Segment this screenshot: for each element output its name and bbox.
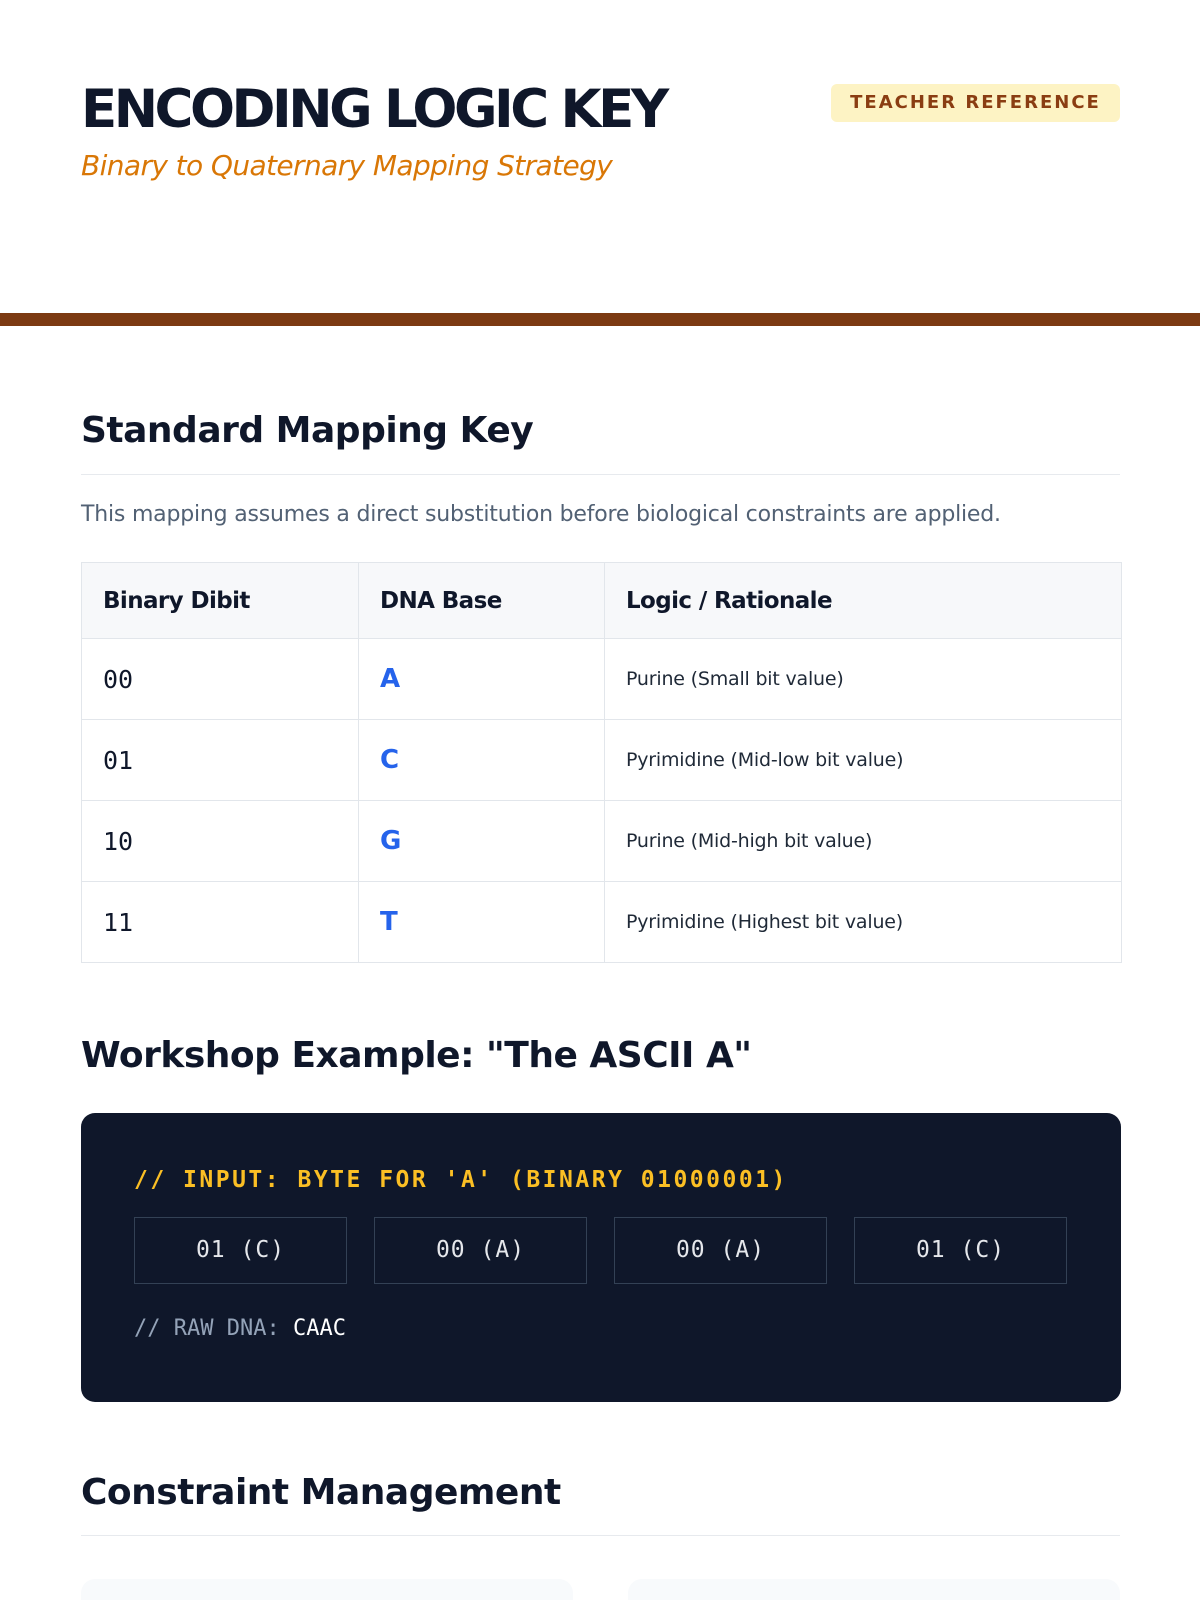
dibit-cell: 11 [82, 882, 359, 963]
logic-cell: Pyrimidine (Highest bit value) [605, 882, 1122, 963]
mapping-intro: This mapping assumes a direct substitution before biological constraints are applied. [81, 502, 1001, 527]
example-code-block [81, 1113, 1121, 1402]
dibit-cell: 10 [82, 801, 359, 882]
table-row [82, 801, 1122, 882]
base-cell: G [359, 801, 605, 882]
raw-dna-value: CAAC [292, 1316, 346, 1341]
dibit-cell: 00 [82, 639, 359, 720]
base-cell: T [359, 882, 605, 963]
constraint-card [81, 1579, 573, 1600]
constraints-section-rule [81, 1535, 1120, 1536]
table-row [82, 720, 1122, 801]
dibit-cell: 01 [82, 720, 359, 801]
dibit-box: 01 (C) [854, 1217, 1067, 1284]
teacher-reference-badge: TEACHER REFERENCE [831, 84, 1120, 122]
logic-cell: Purine (Mid-high bit value) [605, 801, 1122, 882]
column-header-dna-base: DNA Base [359, 563, 605, 639]
mapping-table [81, 562, 1122, 963]
table-row [82, 882, 1122, 963]
constraint-card [628, 1579, 1120, 1600]
example-section-title: Workshop Example: "The ASCII A" [81, 1035, 752, 1076]
raw-dna-line [134, 1316, 346, 1341]
dibit-box: 00 (A) [374, 1217, 587, 1284]
page-subtitle: Binary to Quaternary Mapping Strategy [81, 148, 613, 182]
column-header-logic: Logic / Rationale [605, 563, 1122, 639]
table-row [82, 639, 1122, 720]
constraints-section-title: Constraint Management [81, 1472, 561, 1513]
raw-dna-label: // RAW DNA: [134, 1316, 280, 1341]
logic-cell: Purine (Small bit value) [605, 639, 1122, 720]
mapping-section-title: Standard Mapping Key [81, 410, 534, 451]
mapping-section-rule [81, 474, 1120, 475]
dibit-box: 01 (C) [134, 1217, 347, 1284]
dibit-box: 00 (A) [614, 1217, 827, 1284]
base-cell: A [359, 639, 605, 720]
header-divider [0, 313, 1200, 326]
base-cell: C [359, 720, 605, 801]
logic-cell: Pyrimidine (Mid-low bit value) [605, 720, 1122, 801]
input-comment: // INPUT: BYTE FOR 'A' (BINARY 01000001) [134, 1167, 788, 1193]
column-header-binary-dibit: Binary Dibit [82, 563, 359, 639]
page-title: ENCODING LOGIC KEY [81, 79, 666, 140]
table-header-row [82, 563, 1122, 639]
